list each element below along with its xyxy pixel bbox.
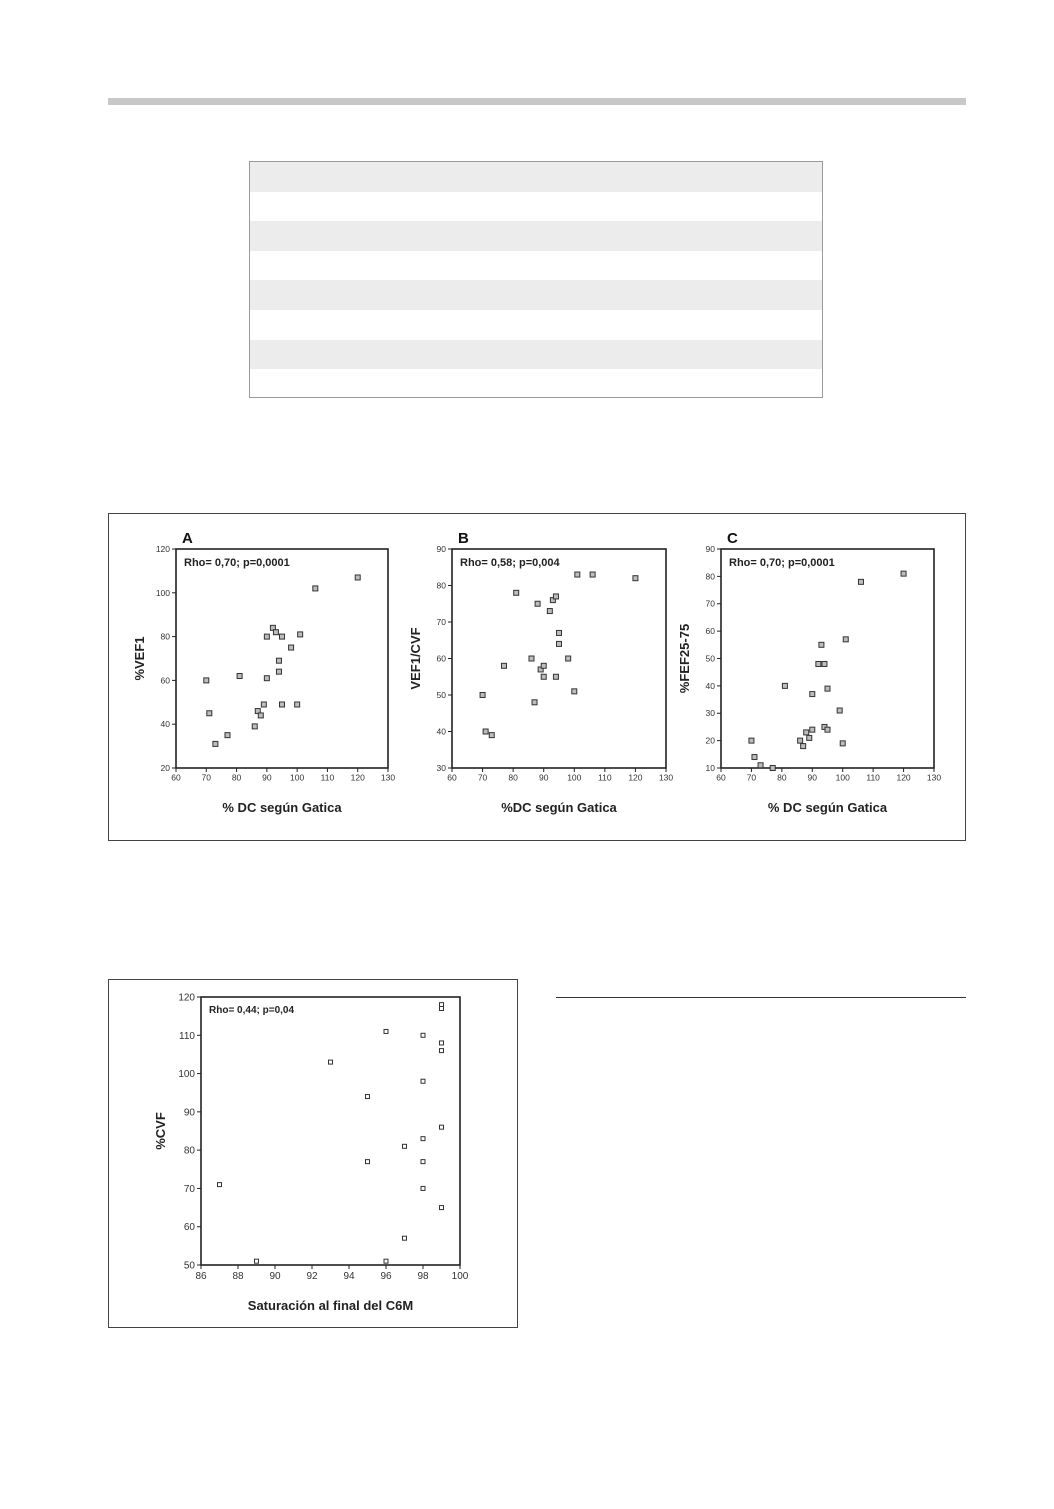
data-point [421, 1033, 425, 1037]
y-tick-label: 80 [436, 580, 446, 591]
data-point [801, 744, 806, 749]
y-tick-label: 90 [705, 543, 715, 554]
y-axis-label: %CVF [153, 1112, 168, 1150]
y-tick-label: 110 [179, 1030, 195, 1042]
scatter-panel-3 [153, 993, 469, 1314]
figure-spirometry-scatter-panels [108, 513, 966, 841]
y-tick-label: 80 [183, 1145, 195, 1157]
x-tick-label: 92 [306, 1271, 318, 1282]
data-point [218, 1183, 222, 1187]
data-point [825, 686, 830, 691]
data-point [782, 683, 787, 688]
data-point [264, 634, 269, 639]
x-tick-label: 98 [417, 1271, 429, 1282]
data-point [421, 1186, 425, 1190]
x-tick-label: 100 [290, 772, 305, 783]
x-tick-label: 130 [380, 772, 396, 783]
x-tick-label: 120 [350, 772, 365, 783]
data-point [514, 590, 519, 595]
y-tick-label: 70 [436, 616, 446, 627]
table-row [250, 280, 822, 310]
data-point [204, 678, 209, 683]
plot-frame [176, 549, 388, 768]
data-point [489, 733, 494, 738]
x-tick-label: 70 [201, 772, 212, 783]
data-point [807, 735, 812, 740]
data-point [557, 630, 562, 635]
data-table [249, 161, 823, 398]
y-tick-label: 100 [155, 587, 170, 598]
x-tick-label: 80 [231, 772, 242, 783]
scatter-cvf-svg [109, 980, 517, 1327]
data-point [329, 1060, 333, 1064]
data-point [749, 738, 754, 743]
data-point [840, 741, 845, 746]
correlation-annotation: Rho= 0,44; p=0,04 [209, 1005, 295, 1016]
data-point [541, 674, 546, 679]
data-point [501, 663, 506, 668]
y-tick-label: 60 [183, 1222, 195, 1234]
y-tick-label: 20 [705, 735, 715, 746]
y-tick-label: 60 [160, 675, 170, 686]
data-point [804, 730, 809, 735]
data-point [403, 1144, 407, 1148]
table-row [250, 310, 822, 340]
panel-letter: A [182, 530, 193, 547]
data-point [421, 1160, 425, 1164]
data-point [384, 1029, 388, 1033]
y-tick-label: 80 [705, 571, 715, 582]
data-point [553, 594, 558, 599]
header-rule [108, 98, 966, 105]
x-tick-label: 60 [716, 772, 726, 783]
table-row [250, 221, 822, 251]
data-point [483, 729, 488, 734]
data-point [566, 656, 571, 661]
y-axis-label: VEF1/CVF [408, 627, 423, 690]
x-tick-label: 90 [807, 772, 818, 783]
data-point [535, 601, 540, 606]
data-point [313, 586, 318, 591]
data-point [758, 763, 763, 768]
data-point [421, 1079, 425, 1083]
x-tick-label: 130 [926, 772, 942, 783]
data-point [261, 702, 266, 707]
x-tick-label: 90 [269, 1271, 281, 1282]
data-point [213, 741, 218, 746]
x-tick-label: 100 [835, 772, 850, 783]
data-point [816, 661, 821, 666]
y-tick-label: 50 [436, 689, 446, 700]
data-point [264, 676, 269, 681]
x-axis-label: Saturación al final del C6M [247, 1298, 414, 1313]
y-axis-label: %FEF25-75 [677, 623, 692, 694]
data-point [752, 755, 757, 760]
data-point [440, 1006, 444, 1010]
data-point [440, 1125, 444, 1129]
data-point [207, 711, 212, 716]
data-point [276, 658, 281, 663]
scatter-panel-1 [408, 530, 673, 815]
x-tick-label: 130 [658, 772, 674, 783]
section-rule [556, 997, 966, 998]
x-tick-label: 120 [896, 772, 911, 783]
x-tick-label: 120 [628, 772, 643, 783]
y-tick-label: 60 [436, 653, 446, 664]
y-tick-label: 20 [160, 762, 170, 773]
correlation-annotation: Rho= 0,70; p=0,0001 [184, 557, 290, 569]
x-tick-label: 70 [746, 772, 757, 783]
y-tick-label: 50 [183, 1260, 195, 1272]
y-tick-label: 120 [155, 543, 170, 554]
data-point [819, 642, 824, 647]
x-tick-label: 86 [195, 1271, 207, 1282]
x-tick-label: 80 [777, 772, 787, 783]
y-axis-label: %VEF1 [132, 636, 147, 681]
data-point [553, 674, 558, 679]
data-point [590, 572, 595, 577]
plot-frame [721, 549, 934, 768]
y-tick-label: 90 [436, 543, 446, 554]
data-point [633, 576, 638, 581]
table-row [250, 251, 822, 281]
data-point [289, 645, 294, 650]
x-tick-label: 70 [477, 772, 488, 783]
data-point [529, 656, 534, 661]
data-point [280, 634, 285, 639]
data-point [843, 637, 848, 642]
data-point [355, 575, 360, 580]
data-point [237, 674, 242, 679]
x-tick-label: 100 [451, 1271, 469, 1282]
data-point [901, 571, 906, 576]
scatter-panel-0 [132, 530, 395, 815]
x-axis-label: % DC según Gatica [767, 800, 888, 815]
x-axis-label: % DC según Gatica [222, 800, 342, 815]
correlation-annotation: Rho= 0,70; p=0,0001 [729, 557, 835, 569]
y-tick-label: 80 [160, 631, 170, 642]
plot-frame [452, 549, 666, 768]
y-tick-label: 40 [705, 680, 715, 691]
y-tick-label: 40 [160, 719, 170, 730]
scatter-panel-2 [677, 530, 941, 815]
data-point [276, 669, 281, 674]
y-tick-label: 30 [705, 708, 715, 719]
data-point [440, 1049, 444, 1053]
correlation-annotation: Rho= 0,58; p=0,004 [460, 557, 560, 569]
x-tick-label: 88 [232, 1271, 244, 1282]
scatter-panels-svg [109, 514, 965, 840]
data-point [252, 724, 257, 729]
data-point [225, 733, 230, 738]
y-tick-label: 50 [705, 653, 715, 664]
x-tick-label: 96 [380, 1271, 392, 1282]
data-point [295, 702, 300, 707]
data-point [403, 1236, 407, 1240]
panel-letter: B [458, 530, 469, 547]
x-tick-label: 110 [866, 772, 880, 783]
data-point [255, 1259, 259, 1263]
figure-cvf-saturation-scatter [108, 979, 518, 1328]
data-point [440, 1206, 444, 1210]
data-point [825, 727, 830, 732]
x-tick-label: 90 [538, 772, 549, 783]
data-point [810, 692, 815, 697]
panel-letter: C [727, 530, 738, 547]
y-tick-label: 100 [178, 1069, 195, 1081]
data-point [858, 579, 863, 584]
data-point [770, 766, 775, 771]
data-point [273, 630, 278, 635]
y-tick-label: 90 [183, 1107, 195, 1119]
data-point [384, 1259, 388, 1263]
data-point [575, 572, 580, 577]
table-row [250, 162, 822, 192]
data-point [547, 609, 552, 614]
data-point [572, 689, 577, 694]
x-tick-label: 80 [508, 772, 518, 783]
y-tick-label: 40 [436, 726, 446, 737]
x-tick-label: 94 [343, 1271, 355, 1282]
x-tick-label: 60 [447, 772, 457, 783]
x-tick-label: 90 [262, 772, 272, 783]
data-point [258, 713, 263, 718]
data-point [837, 708, 842, 713]
data-point [798, 738, 803, 743]
table-row [250, 192, 822, 222]
data-point [532, 700, 537, 705]
y-tick-label: 70 [705, 598, 715, 609]
data-point [298, 632, 303, 637]
data-point [366, 1160, 370, 1164]
table-row [250, 340, 822, 370]
y-tick-label: 30 [436, 762, 446, 773]
data-point [541, 663, 546, 668]
y-tick-label: 70 [183, 1183, 195, 1195]
data-point [480, 693, 485, 698]
x-tick-label: 110 [598, 772, 612, 783]
data-point [810, 727, 815, 732]
data-point [822, 661, 827, 666]
x-tick-label: 60 [171, 772, 181, 783]
x-axis-label: %DC según Gatica [501, 800, 617, 815]
data-point [421, 1137, 425, 1141]
data-point [280, 702, 285, 707]
data-point [440, 1041, 444, 1045]
data-point [366, 1095, 370, 1099]
data-point [557, 641, 562, 646]
y-tick-label: 10 [705, 762, 715, 773]
y-tick-label: 120 [178, 992, 195, 1004]
y-tick-label: 60 [705, 626, 715, 637]
table-row [250, 369, 822, 399]
x-tick-label: 110 [320, 772, 335, 783]
x-tick-label: 100 [567, 772, 582, 783]
